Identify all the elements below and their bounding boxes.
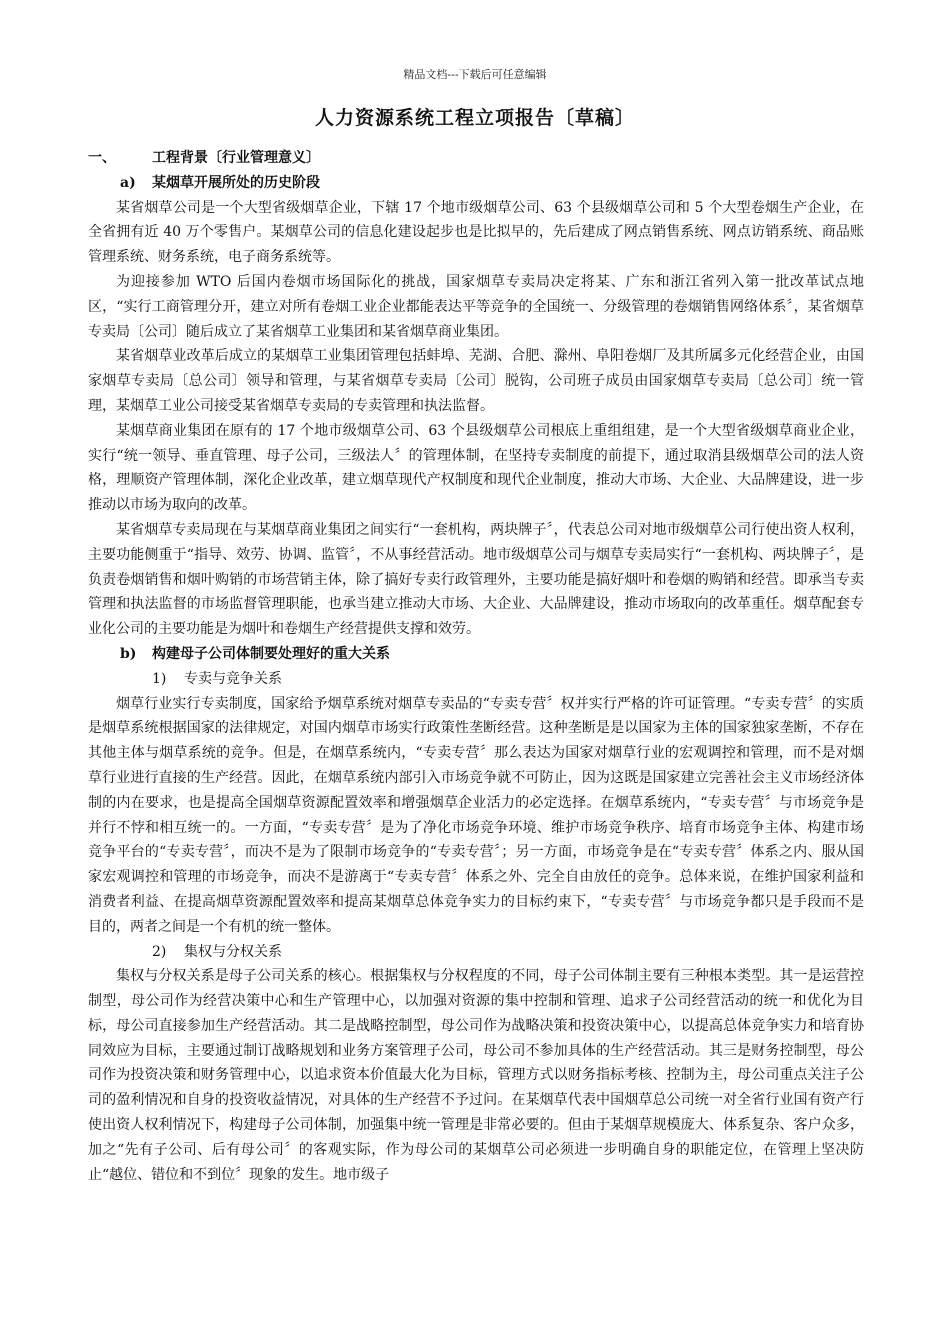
subsection-number: a) (120, 174, 136, 191)
paragraph: 某烟草商业集团在原有的 17 个地市级烟草公司、63 个县级烟草公司根底上重组组建，是一个大型省级烟草商业企业，实行“统一领导、垂直管理、母子公司，三级法人〞的管理体制，在坚持专卖制度的前提下，通过取消县级烟草公司的法人资格，理顺资产管理体制，深化企业改革，建立烟草现代产权制度和现代企业制度，推动大市场、大企业、大品牌建设，进一步推动以市场为取向的改革。 (88, 422, 864, 514)
subsection-heading-a (88, 171, 864, 196)
subsection-title: 某烟草开展所处的历史阶段 (152, 174, 320, 191)
subsection-number: b) (120, 645, 137, 662)
item-heading-2 (88, 940, 864, 965)
paragraph: 烟草行业实行专卖制度，国家给予烟草系统对烟草专卖品的“专卖专营〞权并实行严格的许可证管理。“专卖专营〞的实质是烟草系统根据国家的法律规定，对国内烟草市场实行政策性垄断经营。这种垄断是是以国家为主体的国家独家垄断，不存在其他主体与烟草系统的竞争。但是，在烟草系统内，“专卖专营〞那么表达为国家对烟草行业的宏观调控和管理，而不是对烟草行业进行直接的生产经营。因此，在烟草系统内部引入市场竞争就不可防止，因为这既是国家建立完善社会主义市场经济体制的内在要求，也是提高全国烟草资源配置效率和增强烟草企业活力的必定选择。在烟草系统内，“专卖专营〞与市场竞争是并行不悖和相互统一的。一方面，“专卖专营〞是为了净化市场竞争环境、维护市场竞争秩序、培育市场竞争主体、构建市场竞争平台的“专卖专营〞，而决不是为了限制市场竞争的“专卖专营〞；另一方面，市场竞争是在“专卖专营〞体系之内、服从国家宏观调控和管理的市场竞争，而决不是游离于“专卖专营〞体系之外、完全自由放任的竞争。总体来说，在维护国家利益和消费者利益、在提高烟草资源配置效率和提高某烟草总体竞争实力的目标约束下，“专卖专营〞与市场竞争都只是手段而不是目的，两者之间是一个有机的统一整体。 (88, 695, 864, 935)
section-heading (88, 146, 864, 171)
document-title: 人力资源系统工程立项报告〔草稿〕 (314, 107, 635, 129)
item-number: 1) (152, 670, 167, 687)
paragraph: 某省烟草专卖局现在与某烟草商业集团之间实行“一套机构，两块牌子〞，代表总公司对地市级烟草公司行使出资人权利，主要功能侧重于“指导、效劳、协调、监管〞，不从事经营活动。地市级烟草公司与烟草专卖局实行“一套机构、两块牌子〞，是负责卷烟销售和烟叶购销的市场营销主体，除了搞好专卖行政管理外，主要功能是搞好烟叶和卷烟的购销和经营。即承当专卖管理和执法监督的市场监督管理职能，也承当建立推动大市场、大企业、大品牌建设，推动市场取向的改革重任。烟草配套专业化公司的主要功能是为烟叶和卷烟生产经营提供支撑和效劳。 (88, 521, 864, 638)
document-body (88, 146, 864, 1187)
page-header: 精品文档---下载后可任意编辑 (403, 68, 547, 81)
paragraph: 某省烟草公司是一个大型省级烟草企业，下辖 17 个地市级烟草公司、63 个县级烟草公司和 5 个大型卷烟生产企业，在全省拥有近 40 万个零售户。某烟草公司的信息化建设起步也是比拟早的，先后建成了网点销售系统、网点访销系统、商品账管理系统、财务系统，电子商务系统等。 (88, 199, 864, 266)
item-title: 专卖与竞争关系 (184, 670, 282, 687)
section-title: 工程背景〔行业管理意义〕 (152, 150, 320, 166)
paragraph: 某省烟草业改革后成立的某烟草工业集团管理包括蚌埠、芜湖、合肥、滁州、阜阳卷烟厂及其所属多元化经营企业，由国家烟草专卖局〔总公司〕领导和管理，与某省烟草专卖局〔公司〕脱钩，公司班子成员由国家烟草专卖局〔总公司〕统一管理，某烟草工业公司接受某省烟草专卖局的专卖管理和执法监督。 (88, 348, 864, 414)
paragraph: 集权与分权关系是母子公司关系的核心。根据集权与分权程度的不同，母子公司体制主要有三种根本类型。其一是运营控制型，母公司作为经营决策中心和生产管理中心，以加强对资源的集中控制和管理、追求子公司经营活动的统一和优化为目标，母公司直接参加生产经营活动。其二是战略控制型，母公司作为战略决策和投资决策中心，以提高总体竞争实力和培育协同效应为目标，主要通过制订战略规划和业务方案管理子公司，母公司不参加具体的生产经营活动。其三是财务控制型，母公司作为投资决策和财务管理中心，以追求资本价值最大化为目标，管理方式以财务指标考核、控制为主，母公司重点关注子公司的盈利情况和自身的投资收益情况，对具体的生产经营不予过问。在某烟草代表中国烟草总公司统一对全省行业国有资产行使出资人权利情况下，构建母子公司体制，加强集中统一管理是非常必要的。但由于某烟草规模庞大、体系复杂、客户众多，加之“先有子公司、后有母公司〞的客观实际，作为母公司的某烟草公司必须进一步明确自身的职能定位，在管理上坚决防止“越位、错位和不到位〞现象的发生。地市级子 (88, 968, 864, 1183)
item-number: 2) (152, 943, 167, 960)
item-title: 集权与分权关系 (184, 943, 282, 960)
item-heading-1 (88, 667, 864, 692)
subsection-heading-b (88, 642, 864, 667)
subsection-title: 构建母子公司体制要处理好的重大关系 (152, 645, 390, 662)
section-number: 一、 (88, 150, 116, 166)
paragraph: 为迎接参加 WTO 后国内卷烟市场国际化的挑战，国家烟草专卖局决定将某、广东和浙江省列入第一批改革试点地区，“实行工商管理分开，建立对所有卷烟工业企业都能表达平等竞争的全国统一、分级管理的卷烟销售网络体系〞，某省烟草专卖局〔公司〕随后成立了某省烟草工业集团和某省烟草商业集团。 (88, 273, 864, 340)
